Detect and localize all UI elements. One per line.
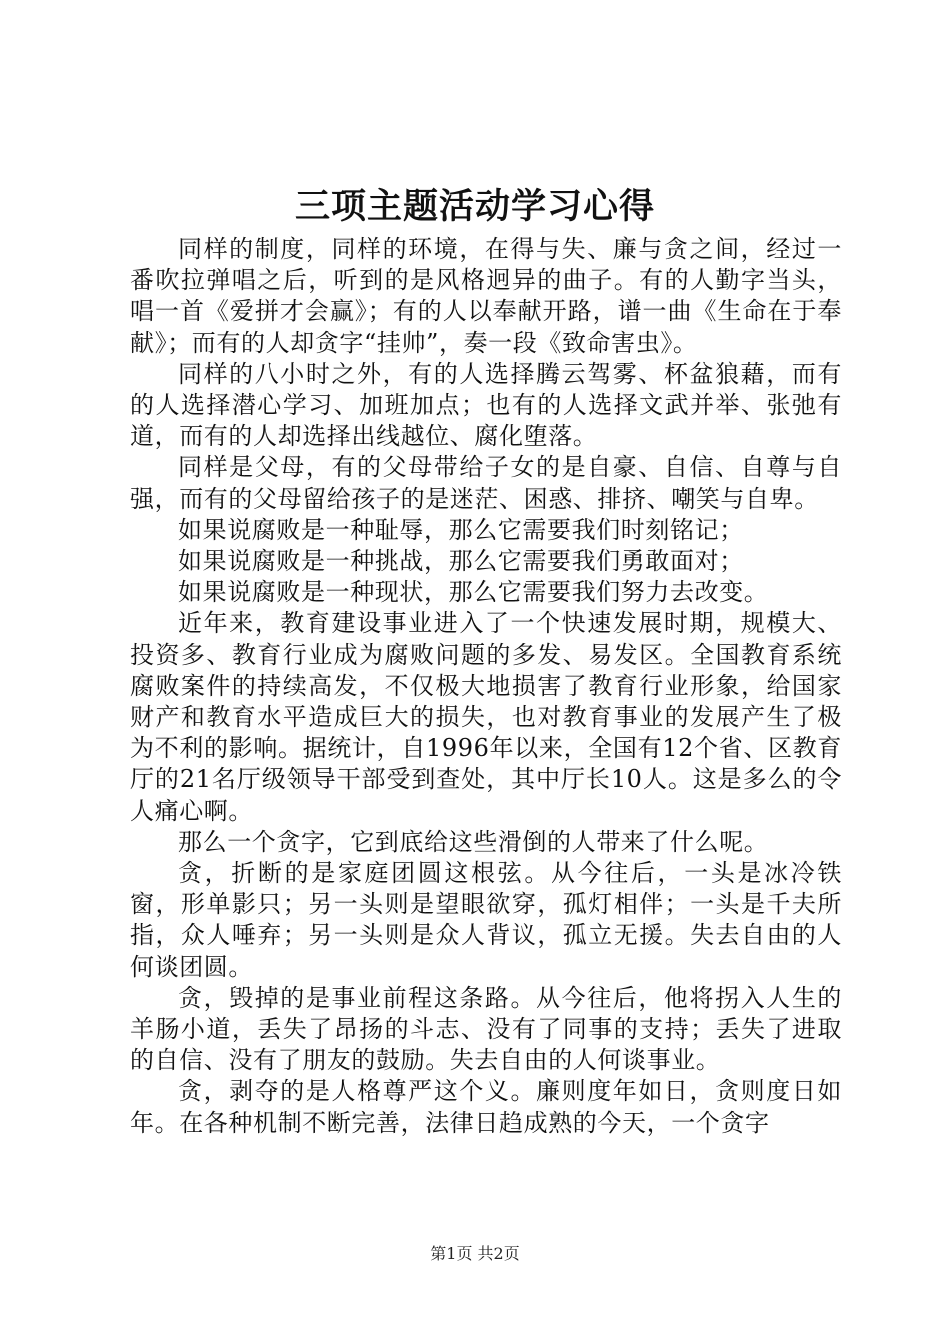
paragraph: 贪，毁掉的是事业前程这条路。从今往后，他将拐入人生的羊肠小道，丢失了昂扬的斗志、没有了同事的支持；丢失了进取的自信、没有了朋友的鼓励。失去自由的人何谈事业。 <box>130 983 842 1075</box>
paragraph: 同样的制度，同样的环境，在得与失、廉与贪之间，经过一番吹拉弹唱之后，听到的是风格迥异的曲子。有的人勤字当头，唱一首《爱拼才会赢》；有的人以奉献开路，谱一曲《生命在于奉献》；而有的人却贪字“挂帅”，奏一段《致命害虫》。 <box>130 235 842 357</box>
paragraph: 如果说腐败是一种耻辱，那么它需要我们时刻铭记； <box>178 515 744 544</box>
paragraph: 同样的八小时之外，有的人选择腾云驾雾、杯盆狼藉，而有的人选择潜心学习、加班加点；也有的人选择文武并举、张弛有道，而有的人却选择出线越位、腐化堕落。 <box>130 359 842 451</box>
paragraph: 那么一个贪字，它到底给这些滑倒的人带来了什么呢。 <box>178 827 769 856</box>
paragraph: 同样是父母，有的父母带给子女的是自豪、自信、自尊与自强，而有的父母留给孩子的是迷茫、困惑、排挤、嘲笑与自卑。 <box>130 453 842 513</box>
paragraph: 近年来，教育建设事业进入了一个快速发展时期，规模大、投资多、教育行业成为腐败问题的多发、易发区。全国教育系统腐败案件的持续高发，不仅极大地损害了教育行业形象，给国家财产和教育水平造成巨大的损失，也对教育事业的发展产生了极为不利的影响。据统计，自1996年以来，全国有12个省、区教育厅的21名厅级领导干部受到查处，其中厅长10人。这是多么的令人痛心啊。 <box>130 609 842 825</box>
document-body <box>130 234 842 1139</box>
paragraph: 贪，折断的是家庭团圆这根弦。从今往后，一头是冰冷铁窗，形单影只；另一头则是望眼欲穿，孤灯相伴；一头是千夫所指，众人唾弃；另一头则是众人背议，孤立无援。失去自由的人何谈团圆。 <box>130 859 842 981</box>
paragraph: 贪，剥夺的是人格尊严这个义。廉则度年如日，贪则度日如年。在各种机制不断完善，法律日趋成熟的今天，一个贪字 <box>130 1077 842 1137</box>
document-title: 三项主题活动学习心得 <box>294 187 655 227</box>
paragraph: 如果说腐败是一种现状，那么它需要我们努力去改变。 <box>178 578 769 607</box>
page-footer: 第1页 共2页 <box>430 1244 520 1263</box>
paragraph: 如果说腐败是一种挑战，那么它需要我们勇敢面对； <box>178 547 744 576</box>
